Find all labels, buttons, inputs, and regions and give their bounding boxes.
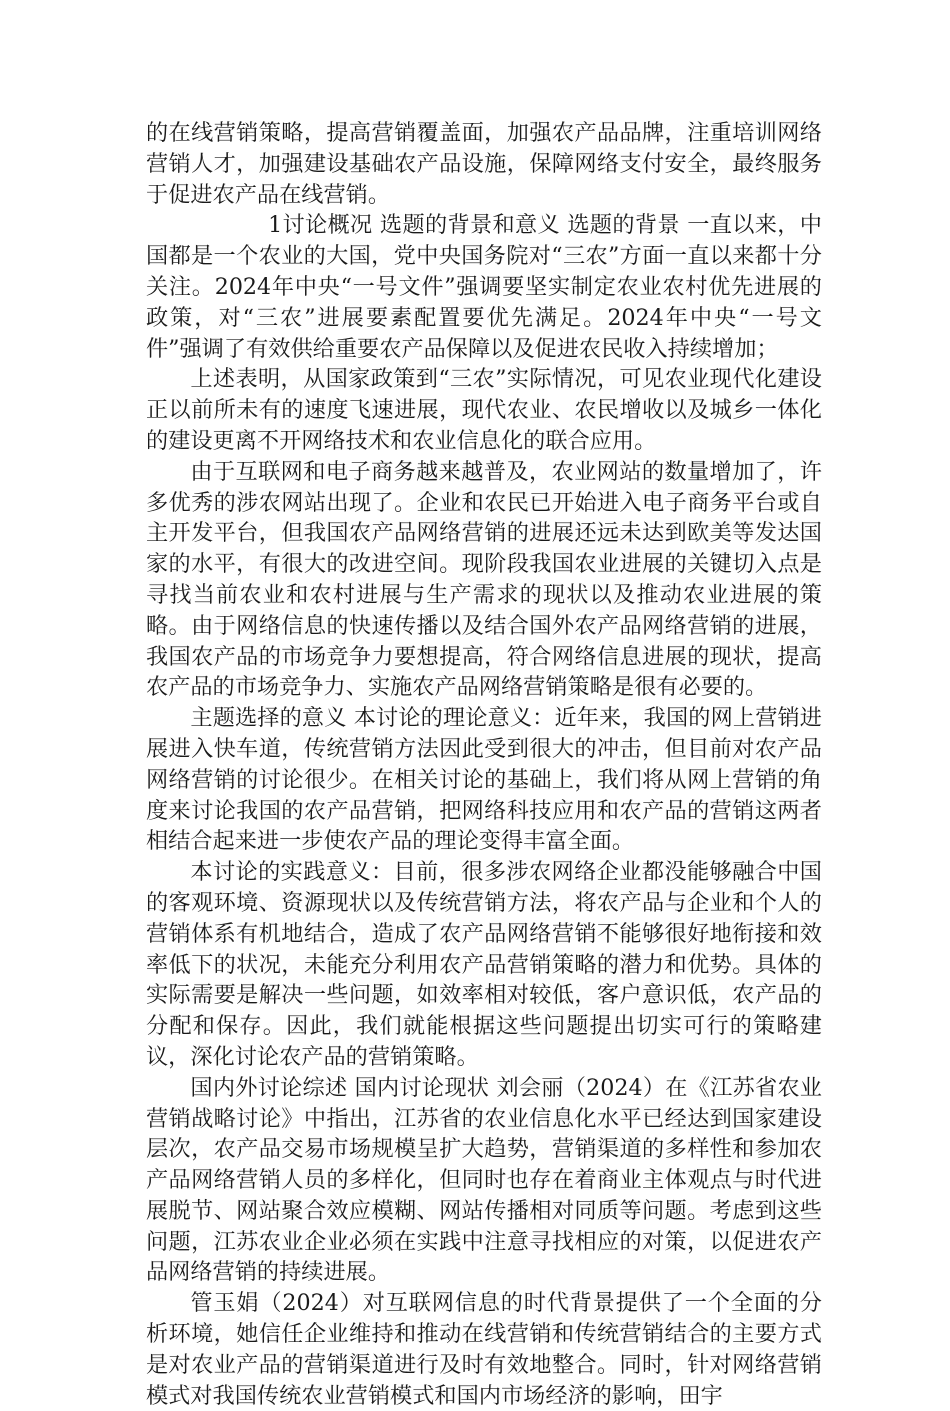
paragraph-continuation: 的在线营销策略，提高营销覆盖面，加强农产品品牌，注重培训网络营销人才，加强建设基础农产品设施，保障网络支付安全，最终服务于促进农产品在线营销。 (146, 120, 822, 208)
paragraph-policy-summary: 上述表明，从国家政策到“三农”实际情况，可见农业现代化建设正以前所未有的速度飞速进展，现代农业、农民增收以及城乡一体化的建设更离不开网络技术和农业信息化的联合应用。 (146, 366, 822, 454)
document-page (146, 118, 822, 1411)
paragraph-domestic-review: 国内外讨论综述 国内讨论现状 刘会丽（2024）在《江苏省农业营销战略讨论》中指出，江苏省的农业信息化水平已经达到国家建设层次，农产品交易市场规模呈扩大趋势，营销渠道的多样性和参加农产品网络营销人员的多样化，但同时也存在着商业主体观点与时代进展脱节、网站聚合效应模糊、网站传播相对同质等问题。考虑到这些问题，江苏农业企业必须在实践中注意寻找相应的对策，以促进农产品网络营销的持续进展。 (146, 1074, 822, 1286)
paragraph-guan-yujuan: 管玉娟（2024）对互联网信息的时代背景提供了一个全面的分析环境，她信任企业维持和推动在线营销和传统营销结合的主要方式是对农业产品的营销渠道进行及时有效地整合。同时，针对网络营销模式对我国传统农业营销模式和国内市场经济的影响，田宇 (146, 1290, 822, 1409)
paragraph-ecommerce-status: 由于互联网和电子商务越来越普及，农业网站的数量增加了，许多优秀的涉农网站出现了。企业和农民已开始进入电子商务平台或自主开发平台，但我国农产品网络营销的进展还远未达到欧美等发达国家的水平，有很大的改进空间。现阶段我国农业进展的关键切入点是寻找当前农业和农村进展与生产需求的现状以及推动农业进展的策略。由于网络信息的快速传播以及结合国外农产品网络营销的进展，我国农产品的市场竞争力要想提高，符合网络信息进展的现状，提高农产品的市场竞争力、实施农产品网络营销策略是很有必要的。 (146, 458, 822, 701)
paragraph-research-background: 1讨论概况 选题的背景和意义 选题的背景 一直以来，中国都是一个农业的大国，党中央国务院对“三农”方面一直以来都十分关注。2024年中央“一号文件”强调要坚实制定农业农村优先进展的政策，对“三农”进展要素配置要优先满足。2024年中央“一号文件”强调了有效供给重要农产品保障以及促进农民收入持续增加； (146, 212, 822, 362)
paragraph-practical-significance: 本讨论的实践意义：目前，很多涉农网络企业都没能够融合中国的客观环境、资源现状以及传统营销方法，将农产品与企业和个人的营销体系有机地结合，造成了农产品网络营销不能够很好地衔接和效率低下的状况，未能充分利用农产品营销策略的潜力和优势。具体的实际需要是解决一些问题，如效率相对较低，客户意识低，农产品的分配和保存。因此，我们就能根据这些问题提出切实可行的策略建议，深化讨论农产品的营销策略。 (146, 859, 822, 1070)
paragraph-theoretical-significance: 主题选择的意义 本讨论的理论意义：近年来，我国的网上营销进展进入快车道，传统营销方法因此受到很大的冲击，但目前对农产品网络营销的讨论很少。在相关讨论的基础上，我们将从网上营销的角度来讨论我国的农产品营销，把网络科技应用和农产品的营销这两者相结合起来进一步使农产品的理论变得丰富全面。 (146, 705, 822, 855)
